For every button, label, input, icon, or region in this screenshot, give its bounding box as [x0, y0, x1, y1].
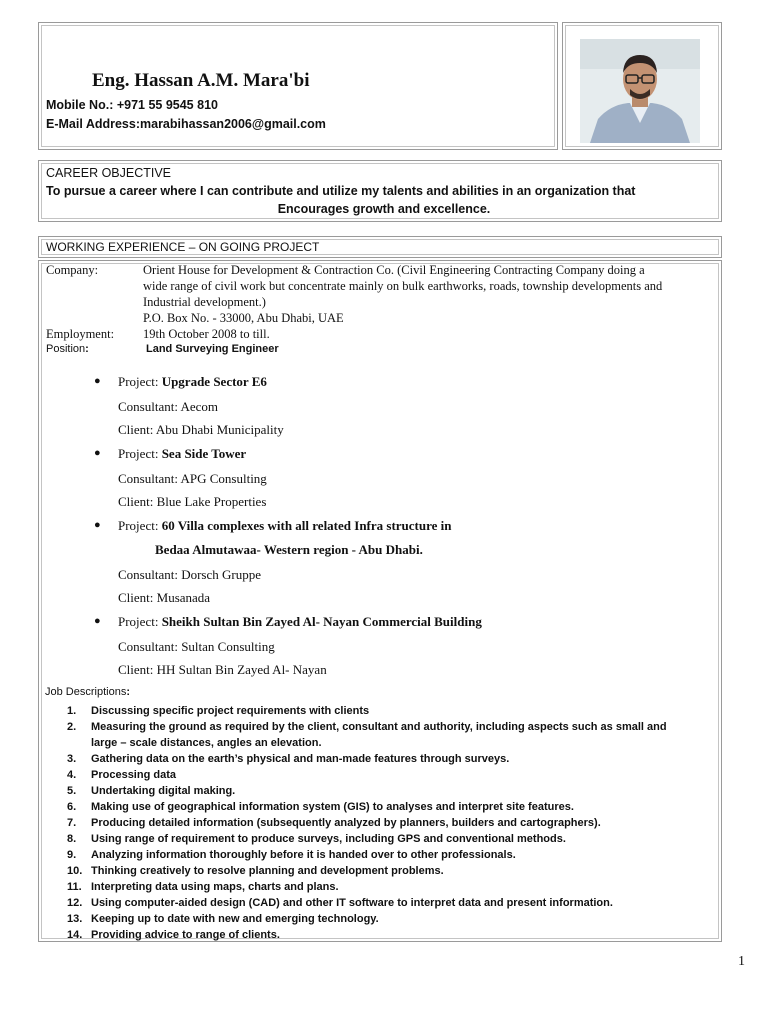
project-2-title: Project: Sea Side Tower	[118, 446, 247, 461]
objective-heading: CAREER OBJECTIVE	[46, 166, 172, 180]
job-descriptions-label: Job Descriptions:	[45, 686, 130, 698]
list-item: 1. Discussing specific project requirements with clients	[67, 705, 370, 717]
project-4-name: Sheikh Sultan Bin Zayed Al- Nayan Commercial Building	[161, 614, 482, 629]
list-item: 13. Keeping up to date with new and emerging technology.	[67, 913, 379, 925]
list-item: 5. Undertaking digital making.	[67, 785, 236, 797]
project-3-consultant: Consultant: Dorsch Gruppe	[118, 567, 261, 582]
list-item: 12. Using computer-aided design (CAD) and other IT software to interpret data and present information.	[67, 897, 613, 909]
project-1-consultant: Consultant: Aecom	[118, 399, 219, 414]
company-line: Industrial development.)	[143, 295, 266, 309]
list-item: 4. Processing data	[67, 769, 176, 781]
project-3-client: Client: Musanada	[118, 590, 211, 605]
company-line: P.O. Box No. - 33000, Abu Dhabi, UAE	[143, 311, 344, 325]
objective-line-2: Encourages growth and excellence.	[277, 202, 491, 216]
project-3-name-line-2: Bedaa Almutawaa- Western region - Abu Dhabi.	[155, 542, 423, 557]
bullet-icon: ●	[94, 447, 101, 459]
objective-line-1: To pursue a career where I can contribute and utilize my talents and abilities in an organization that	[46, 184, 636, 198]
page-number: 1	[738, 954, 745, 969]
project-4-client: Client: HH Sultan Bin Zayed Al- Nayan	[118, 662, 327, 677]
project-1-title: Project: Upgrade Sector E6	[118, 374, 267, 389]
project-4-consultant: Consultant: Sultan Consulting	[118, 639, 275, 654]
list-item: 14. Providing advice to range of clients.	[67, 929, 280, 941]
position-value: Land Surveying Engineer	[146, 343, 279, 355]
bullet-icon: ●	[94, 615, 101, 627]
list-item: 6. Making use of geographical information system (GIS) to analyses and interpret site features.	[67, 801, 574, 813]
job-descriptions-list	[45, 703, 705, 943]
list-item: 11. Interpreting data using maps, charts and plans.	[67, 881, 339, 893]
list-item: 2. Measuring the ground as required by the client, consultant and authority, including aspects such as small and large – scale distances, angles an elevation.	[67, 721, 667, 749]
company-line: wide range of civil work but concentrate mainly on bulk earthworks, roads, township developments and	[143, 279, 663, 293]
list-item: 10. Thinking creatively to resolve planning and development problems.	[67, 865, 444, 877]
project-2-client: Client: Blue Lake Properties	[118, 494, 267, 509]
list-item: 8. Using range of requirement to produce surveys, including GPS and conventional methods.	[67, 833, 566, 845]
project-3-title: Project: 60 Villa complexes with all related Infra structure in	[118, 518, 452, 533]
project-4-title: Project: Sheikh Sultan Bin Zayed Al- Nayan Commercial Building	[118, 614, 482, 629]
mobile-number: Mobile No.: +971 55 9545 810	[46, 98, 218, 112]
email-address: E-Mail Address:marabihassan2006@gmail.com	[46, 117, 326, 131]
company-label: Company:	[46, 263, 99, 277]
experience-heading: WORKING EXPERIENCE – ON GOING PROJECT	[46, 240, 320, 254]
project-1-client: Client: Abu Dhabi Municipality	[118, 422, 284, 437]
employment-label: Employment:	[46, 327, 115, 341]
candidate-name: Eng. Hassan A.M. Mara'bi	[92, 70, 310, 91]
list-item: 7. Producing detailed information (subsequently analyzed by planners, builders and cartographers).	[67, 817, 601, 829]
company-line: Orient House for Development & Contraction Co. (Civil Engineering Contracting Company doing a	[143, 263, 645, 277]
list-item: 3. Gathering data on the earth’s physical and man-made features through surveys.	[67, 753, 510, 765]
list-item: 9. Analyzing information thoroughly before it is handed over to other professionals.	[67, 849, 516, 861]
position-colon: :	[85, 343, 89, 355]
company-details	[143, 262, 713, 326]
project-2-name: Sea Side Tower	[161, 446, 247, 461]
project-1-name: Upgrade Sector E6	[161, 374, 267, 389]
position-label: Position	[46, 343, 86, 355]
bullet-icon: ●	[94, 375, 101, 387]
project-2-consultant: Consultant: APG Consulting	[118, 471, 267, 486]
bullet-icon: ●	[94, 519, 101, 531]
employment-value: 19th October 2008 to till.	[143, 327, 270, 341]
profile-photo	[580, 39, 700, 143]
project-3-name: 60 Villa complexes with all related Infra structure in	[161, 518, 452, 533]
position-label-wrap	[46, 343, 89, 355]
